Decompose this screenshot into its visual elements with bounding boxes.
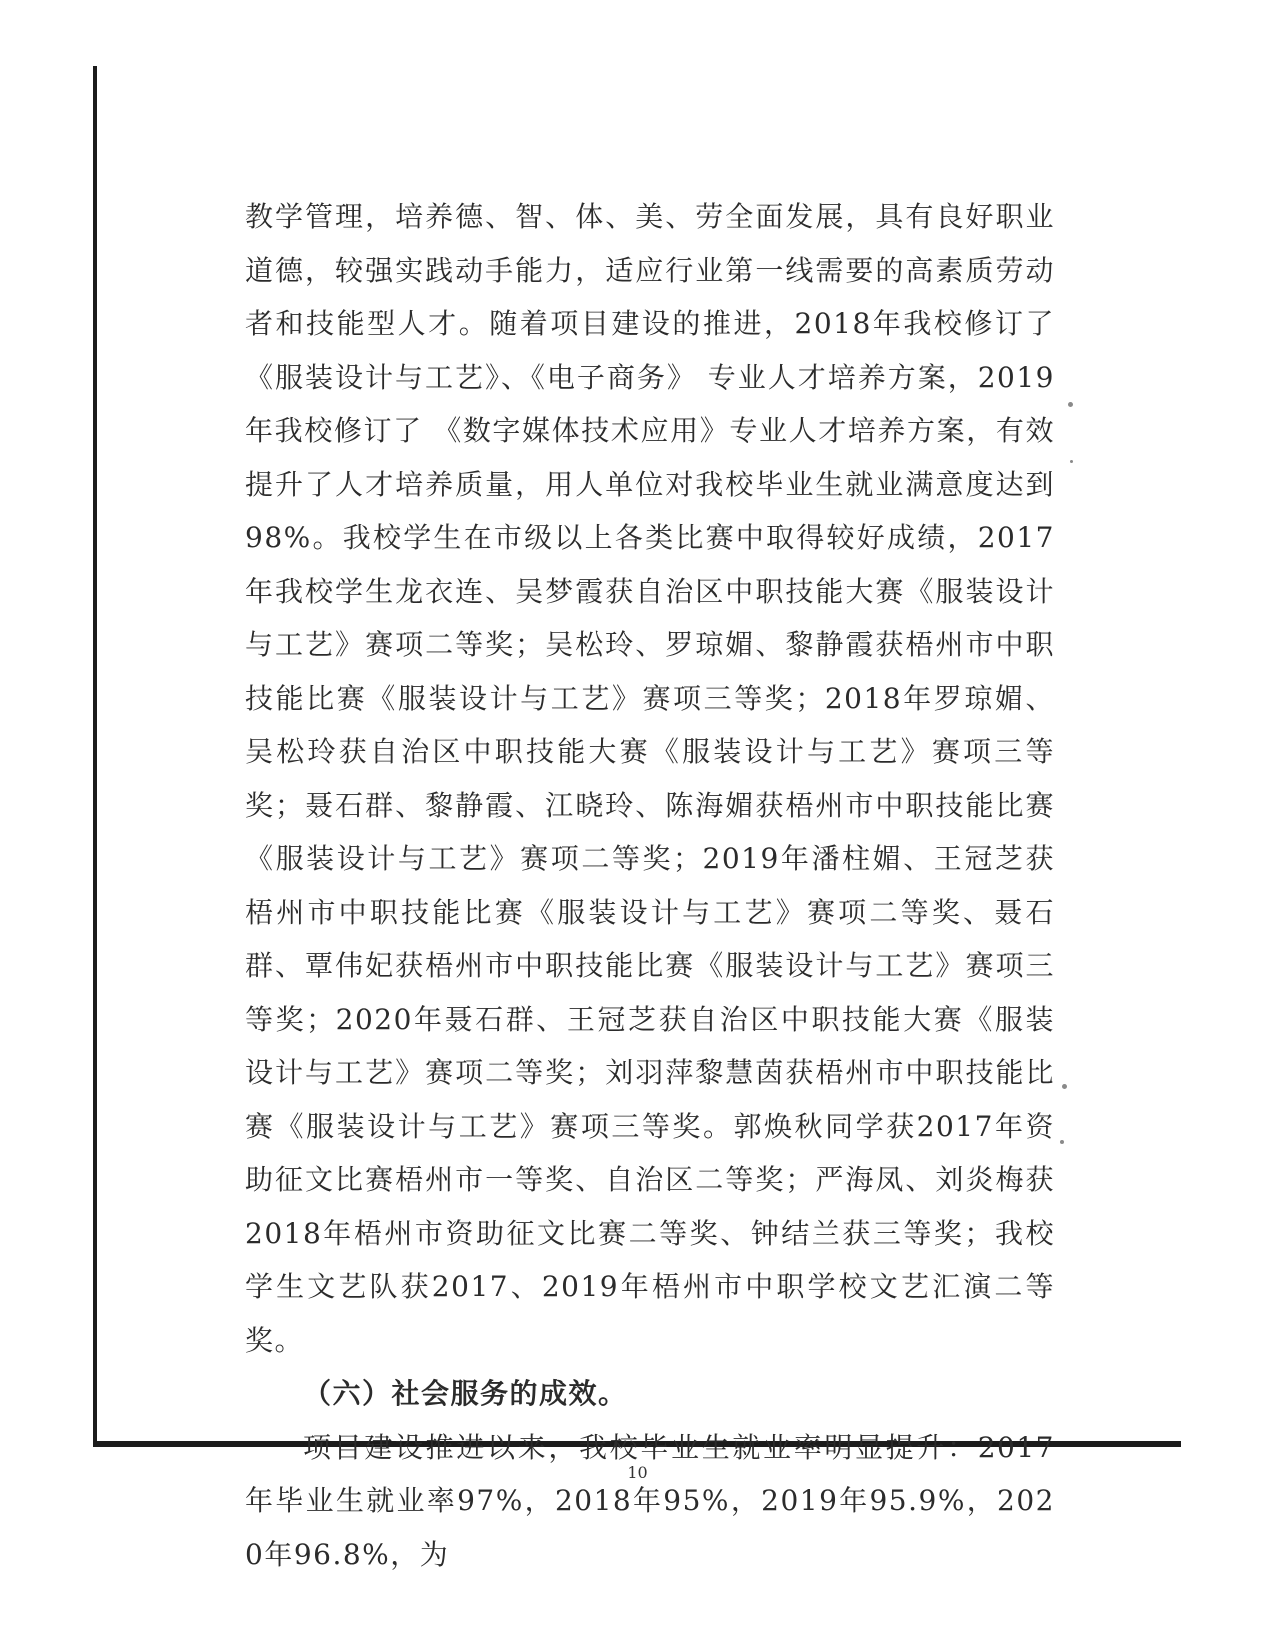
section-paragraph: 项目建设推进以来，我校毕业生就业率明显提升：2017年毕业生就业率97%，2018年95%，2019年95.9%，2020年96.8%，为 <box>245 1430 1055 1571</box>
page-content <box>245 190 1055 1581</box>
scan-edge-left <box>93 66 97 1444</box>
page-number: 10 <box>627 1463 648 1482</box>
scan-dot <box>1062 1084 1067 1089</box>
scan-dot <box>1060 1140 1064 1144</box>
section-heading: （六）社会服务的成效。 <box>303 1377 628 1410</box>
scan-dot <box>1070 460 1073 463</box>
scan-dot <box>1068 402 1073 407</box>
body-paragraph: 教学管理，培养德、智、体、美、劳全面发展，具有良好职业道德，较强实践动手能力，适应行业第一线需要的高素质劳动者和技能型人才。随着项目建设的推进，2018年我校修订了《服装设计与工艺》、《电子商务》 专业人才培养方案，2019年我校修订了 《数字媒体技术应用》专业人才培养方案，有效提升了人才培养质量，用人单位对我校毕业生就业满意度达到98%。我校学生在市级以上各类比赛中取得较好成绩，2017年我校学生龙衣连、吴梦霞获自治区中职技能大赛《服装设计与工艺》赛项二等奖；吴松玲、罗琼媚、黎静霞获梧州市中职技能比赛《服装设计与工艺》赛项三等奖；2018年罗琼媚、吴松玲获自治区中职技能大赛《服装设计与工艺》赛项三等奖；聂石群、黎静霞、江晓玲、陈海媚获梧州市中职技能比赛《服装设计与工艺》赛项二等奖；2019年潘柱媚、王冠芝获梧州市中职技能比赛《服装设计与工艺》赛项二等奖、聂石群、覃伟妃获梧州市中职技能比赛《服装设计与工艺》赛项三等奖；2020年聂石群、王冠芝获自治区中职技能大赛《服装设计与工艺》赛项二等奖；刘羽萍黎慧茵获梧州市中职技能比赛《服装设计与工艺》赛项三等奖。郭焕秋同学获2017年资助征文比赛梧州市一等奖、自治区二等奖；严海凤、刘炎梅获2018年梧州市资助征文比赛二等奖、钟结兰获三等奖；我校学生文艺队获2017、2019年梧州市中职学校文艺汇演二等奖。 <box>245 200 1055 1357</box>
